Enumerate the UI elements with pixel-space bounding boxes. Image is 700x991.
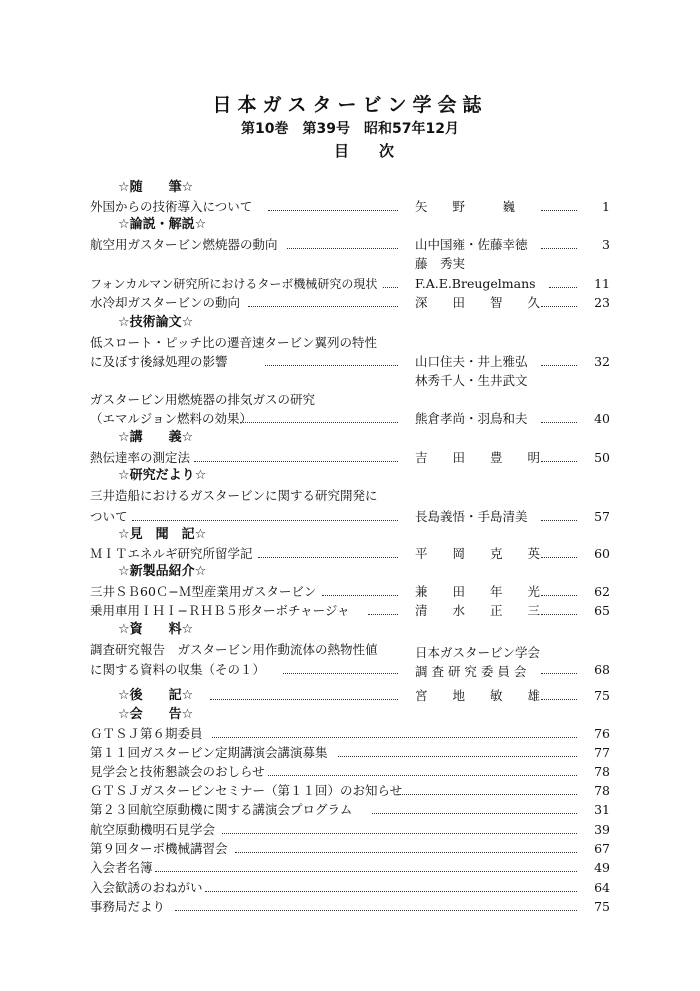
- notice-page: 77: [594, 745, 610, 760]
- section-essay: ☆随 筆☆: [118, 180, 194, 195]
- leader-dots: [268, 210, 398, 211]
- leader-dots: [541, 248, 577, 249]
- leader-dots: [132, 520, 398, 521]
- entry-author: 矢 野 巍: [415, 199, 516, 214]
- section-notice: ☆会 告☆: [118, 707, 194, 722]
- entry-author: 熊倉孝尚・羽鳥和夫: [415, 411, 528, 426]
- notice-page: 78: [594, 764, 610, 779]
- leader-dots: [541, 614, 577, 615]
- entry-title: 航空用ガスタービン燃焼器の動向: [90, 237, 278, 252]
- entry-page: 32: [594, 354, 610, 369]
- notice-page: 39: [594, 822, 610, 837]
- notice-title: 入会歓誘のおねがい: [90, 880, 203, 895]
- issue-info: 第10巻 第39号 昭和57年12月: [241, 121, 459, 137]
- notice-page: 75: [594, 899, 610, 914]
- notice-page: 64: [594, 880, 610, 895]
- leader-dots: [194, 461, 398, 462]
- section-lecture: ☆講 義☆: [118, 430, 194, 445]
- entry-author: 深 田 智 久: [415, 295, 541, 310]
- leader-dots: [541, 306, 577, 307]
- leader-dots: [541, 461, 577, 462]
- entry-author: 兼 田 年 光: [415, 584, 541, 599]
- entry-page: 62: [594, 584, 610, 599]
- entry-author: 山中国雍・佐藤幸徳: [415, 237, 528, 252]
- entry-title-line2: に関する資料の収集（その１）: [90, 662, 266, 677]
- leader-dots: [205, 891, 577, 892]
- leader-dots: [222, 833, 577, 834]
- entry-page: 75: [594, 688, 610, 703]
- leader-dots: [283, 673, 398, 674]
- entry-title: 低スロート・ピッチ比の遷音速タービン翼列の特性: [90, 335, 378, 350]
- entry-author: 長島義悟・手島清美: [415, 509, 528, 524]
- leader-dots: [400, 794, 577, 795]
- section-news: ☆研究だより☆: [118, 468, 207, 483]
- entry-title: ＭＩＴエネルギ研究所留学記: [90, 546, 253, 561]
- entry-title: 調査研究報告 ガスタービン用作動流体の熱物性値: [90, 642, 378, 657]
- notice-title: 航空原動機明石見学会: [90, 822, 216, 837]
- notice-title: 事務局だより: [90, 899, 166, 914]
- entry-page: 65: [594, 603, 610, 618]
- leader-dots: [235, 852, 577, 853]
- entry-author: 吉 田 豊 明: [415, 450, 541, 465]
- notice-title: ＧＴＳＪ第６期委員: [90, 726, 203, 741]
- leader-dots: [212, 737, 577, 738]
- leader-dots: [541, 210, 577, 211]
- section-afterword: ☆後 記☆: [118, 688, 194, 703]
- entry-author: 平 岡 克 英: [415, 546, 541, 561]
- notice-page: 76: [594, 726, 610, 741]
- entry-title: フォンカルマン研究所におけるターボ機械研究の現状: [90, 277, 378, 291]
- leader-dots: [368, 614, 398, 615]
- notice-page: 49: [594, 860, 610, 875]
- leader-dots: [240, 422, 398, 423]
- leader-dots: [541, 422, 577, 423]
- section-report: ☆見 聞 記☆: [118, 527, 207, 542]
- entry-page: 57: [594, 509, 610, 524]
- entry-title: 外国からの技術導入について: [90, 199, 253, 214]
- entry-author-line2: 調 査 研 究 委 員 会: [415, 664, 527, 679]
- notice-page: 31: [594, 802, 610, 817]
- entry-page: 60: [594, 546, 610, 561]
- leader-dots: [549, 287, 577, 288]
- notice-title: 第１１回ガスタービン定期講演会講演募集: [90, 745, 328, 760]
- leader-dots: [248, 306, 398, 307]
- leader-dots: [338, 756, 577, 757]
- notice-title: 見学会と技術懇談会のおしらせ: [90, 764, 265, 779]
- notice-title: 第２３回航空原動機に関する講演会プログラム: [90, 802, 353, 817]
- leader-dots: [541, 520, 577, 521]
- section-review: ☆論説・解説☆: [118, 217, 207, 232]
- section-product: ☆新製品紹介☆: [118, 564, 207, 579]
- section-data: ☆資 料☆: [118, 622, 194, 637]
- leader-dots: [175, 910, 577, 911]
- leader-dots: [383, 287, 398, 288]
- leader-dots: [541, 365, 577, 366]
- leader-dots: [541, 673, 577, 674]
- leader-dots: [287, 248, 398, 249]
- entry-title: 三井ＳＢ60Ｃ−Ｍ型産業用ガスタービン: [90, 584, 317, 599]
- notice-page: 78: [594, 783, 610, 798]
- entry-title-line2: ついて: [90, 509, 128, 524]
- leader-dots: [322, 595, 398, 596]
- entry-title: 乗用車用ＩＨＩ−ＲＨＢ５形ターボチャージャ: [90, 603, 350, 618]
- entry-title-line2: （エマルジョン燃料の効果）: [90, 411, 252, 426]
- entry-title-line2: に及ぼす後縁処理の影響: [90, 354, 228, 369]
- entry-author: 山口住夫・井上雅弘: [415, 354, 528, 369]
- entry-page: 11: [594, 276, 610, 291]
- leader-dots: [541, 699, 577, 700]
- entry-author: 宮 地 敏 雄: [415, 688, 541, 703]
- leader-dots: [155, 871, 577, 872]
- notice-title: 第９回ターボ機械講習会: [90, 841, 228, 856]
- entry-author-line2: 藤 秀実: [415, 256, 466, 271]
- entry-title: ガスタービン用燃焼器の排気ガスの研究: [90, 392, 316, 407]
- entry-author: 清 水 正 三: [415, 603, 541, 618]
- notice-page: 67: [594, 841, 610, 856]
- entry-author: 日本ガスタービン学会: [415, 645, 541, 660]
- entry-page: 23: [594, 295, 610, 310]
- entry-page: 1: [602, 199, 610, 214]
- journal-title: 日本ガスタービン学会誌: [212, 94, 488, 116]
- entry-page: 68: [594, 662, 610, 677]
- contents-heading: 目 次: [333, 142, 394, 160]
- entry-author-line2: 林秀千人・生井武文: [415, 373, 528, 388]
- leader-dots: [268, 775, 577, 776]
- leader-dots: [265, 365, 398, 366]
- entry-title: 水冷却ガスタービンの動向: [90, 295, 241, 310]
- leader-dots: [258, 557, 398, 558]
- entry-title: 三井造船におけるガスタービンに関する研究開発に: [90, 488, 378, 503]
- leader-dots: [541, 557, 577, 558]
- leader-dots: [210, 699, 398, 700]
- section-paper: ☆技術論文☆: [118, 315, 194, 330]
- entry-page: 50: [594, 450, 610, 465]
- entry-title: 熱伝達率の測定法: [90, 450, 191, 465]
- notice-title: ＧＴＳＪガスタービンセミナー（第１１回）のお知らせ: [90, 783, 403, 798]
- leader-dots: [541, 595, 577, 596]
- entry-page: 3: [602, 237, 610, 252]
- entry-page: 40: [594, 411, 610, 426]
- entry-author: F.A.E.Breugelmans: [415, 276, 536, 291]
- leader-dots: [372, 813, 577, 814]
- notice-title: 入会者名簿: [90, 860, 153, 875]
